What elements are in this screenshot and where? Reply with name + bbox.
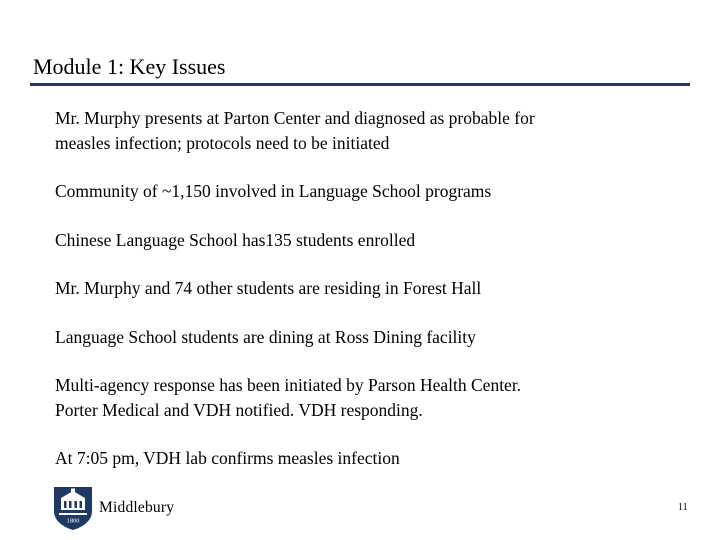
bullet-item: Chinese Language School has135 students enrolled [55,229,416,250]
bullet-item: Community of ~1,150 involved in Language School programs [55,181,492,201]
bullet-item: At 7:05 pm, VDH lab confirms measles infection [55,448,400,468]
bullet-list [55,106,685,495]
bullet-item: Mr. Murphy presents at Parton Center and diagnosed as probable for measles infection; protocols need to be initiated [55,108,535,153]
bullet-item: Multi-agency response has been initiated by Parson Health Center. Porter Medical and VDH notified. VDH responding. [55,375,522,420]
logo-text: Middlebury [99,499,175,516]
middlebury-logo [52,485,174,531]
slide-title: Module 1: Key Issues [33,54,226,79]
bullet-item: Language School students are dining at Ross Dining facility [55,326,476,347]
title-divider [30,83,690,86]
middlebury-seal-icon [52,485,94,531]
page-number: 11 [678,502,688,513]
bullet-item: Mr. Murphy and 74 other students are residing in Forest Hall [55,278,482,298]
seal-year: 1800 [66,517,80,525]
